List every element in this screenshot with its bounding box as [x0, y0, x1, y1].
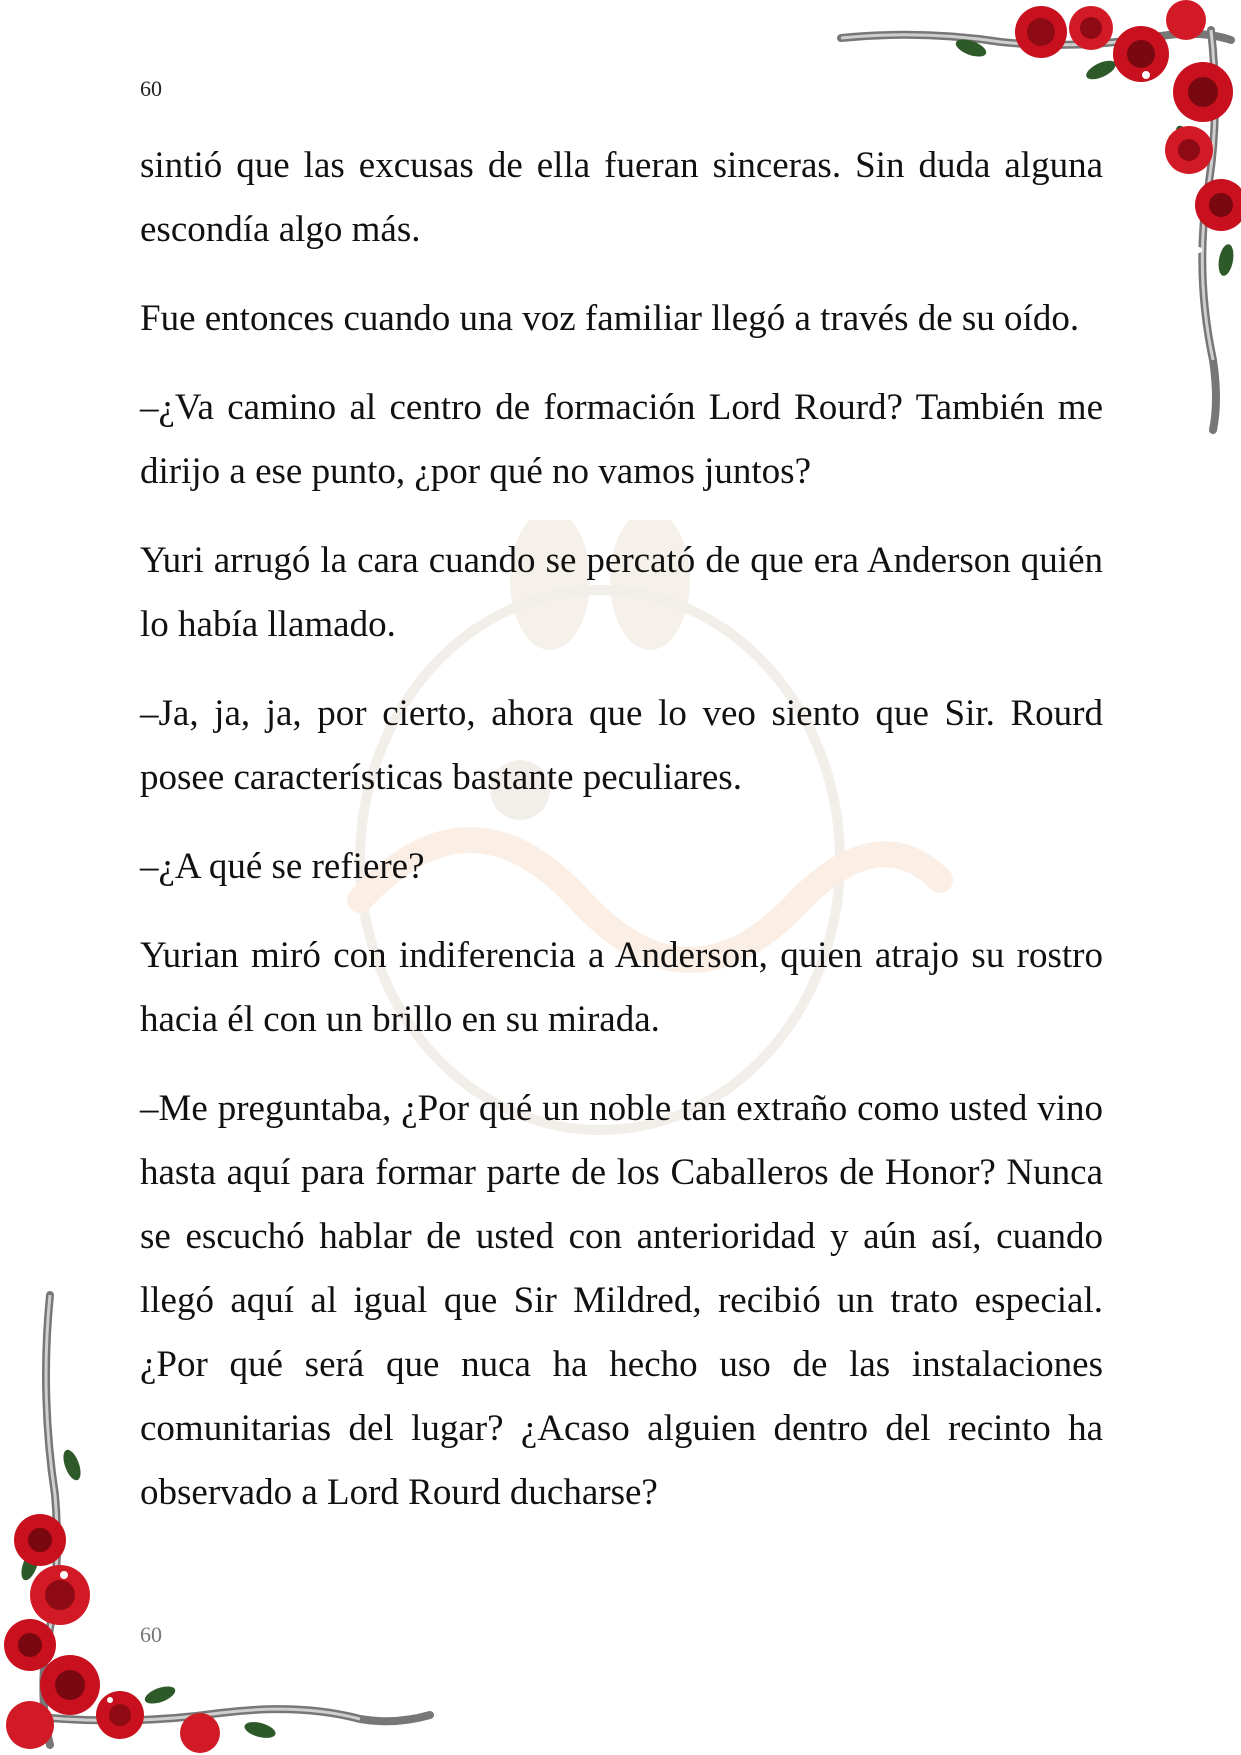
paragraph: –¿Va camino al centro de formación Lord Rourd? También me dirijo a ese punto, ¿por qué no vamos juntos? — [140, 387, 1103, 492]
paragraph: –Me preguntaba, ¿Por qué un noble tan extraño como usted vino hasta aquí para formar parte de los Caballeros de Honor? Nunca se escuchó hablar de usted con anterioridad y aún así, cuando llegó aquí al igual que Sir Mildred, recibió un trato especial. ¿Por qué será que nuca ha hecho uso de las instalaciones comunitarias del lugar? ¿Acaso alguien dentro del recinto ha observado a Lord Rourd ducharse? — [140, 1088, 1103, 1513]
paragraph: Fue entonces cuando una voz familiar llegó a través de su oído. — [140, 298, 1080, 339]
paragraph: Yurian miró con indiferencia a Anderson, quien atrajo su rostro hacia él con un brillo en su mirada. — [140, 935, 1103, 1040]
paragraph: –Ja, ja, ja, por cierto, ahora que lo veo siento que Sir. Rourd posee características bastante peculiares. — [140, 693, 1103, 798]
page-number-footer: 60 — [140, 1622, 162, 1647]
paragraph: sintió que las excusas de ella fueran sinceras. Sin duda alguna escondía algo más. — [140, 145, 1103, 250]
rose-vine-corner-icon — [801, 0, 1241, 440]
paragraph: –¿A qué se refiere? — [140, 846, 425, 887]
rose-vine-corner-icon — [0, 1275, 440, 1755]
page-number: 60 — [140, 76, 162, 101]
paragraph: Yuri arrugó la cara cuando se percató de que era Anderson quién lo había llamado. — [140, 540, 1103, 645]
